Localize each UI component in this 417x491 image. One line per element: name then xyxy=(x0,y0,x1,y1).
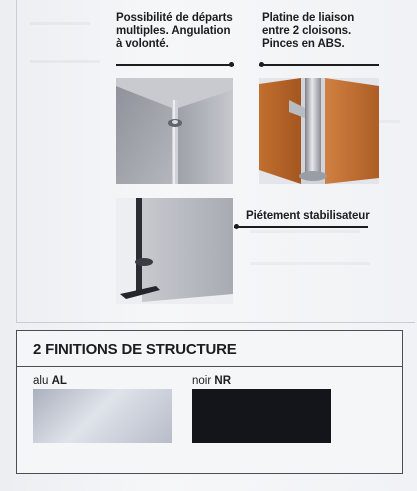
rule-dot xyxy=(229,62,234,67)
photo-pietement xyxy=(116,198,233,304)
finitions-structure-box xyxy=(16,330,403,474)
finish-swatch-noir xyxy=(192,389,331,443)
caption-line: Possibilité de départs xyxy=(116,12,233,24)
photo-platine-liaison xyxy=(259,78,379,184)
caption-line: à volonté. xyxy=(116,38,169,50)
finish-swatch-alu xyxy=(33,389,172,443)
rule-dot xyxy=(234,224,239,229)
caption-pietement-stabilisateur xyxy=(246,210,370,223)
caption-line: Piétement stabilisateur xyxy=(246,210,370,222)
finitions-title: 2 FINITIONS DE STRUCTURE xyxy=(33,341,237,358)
caption-line: Pinces en ABS. xyxy=(262,38,345,50)
finish-prefix: noir xyxy=(192,375,212,387)
finish-prefix: alu xyxy=(33,375,49,387)
finish-label-noir xyxy=(192,375,231,387)
caption-rule xyxy=(116,64,234,66)
finish-code: AL xyxy=(51,375,67,387)
photo-multi-angle-joint xyxy=(116,78,233,184)
caption-line: entre 2 cloisons. xyxy=(262,25,352,37)
caption-line: multiples. Angulation xyxy=(116,25,231,37)
finish-code: NR xyxy=(214,375,232,387)
finish-label-alu xyxy=(33,375,67,387)
rule-dot xyxy=(259,62,264,67)
finitions-title-rule xyxy=(17,366,402,367)
caption-rule xyxy=(234,226,368,228)
caption-rule xyxy=(259,64,379,66)
caption-line: Platine de liaison xyxy=(262,12,355,24)
caption-platine-liaison xyxy=(262,12,354,51)
caption-departs-multiples xyxy=(116,12,233,51)
